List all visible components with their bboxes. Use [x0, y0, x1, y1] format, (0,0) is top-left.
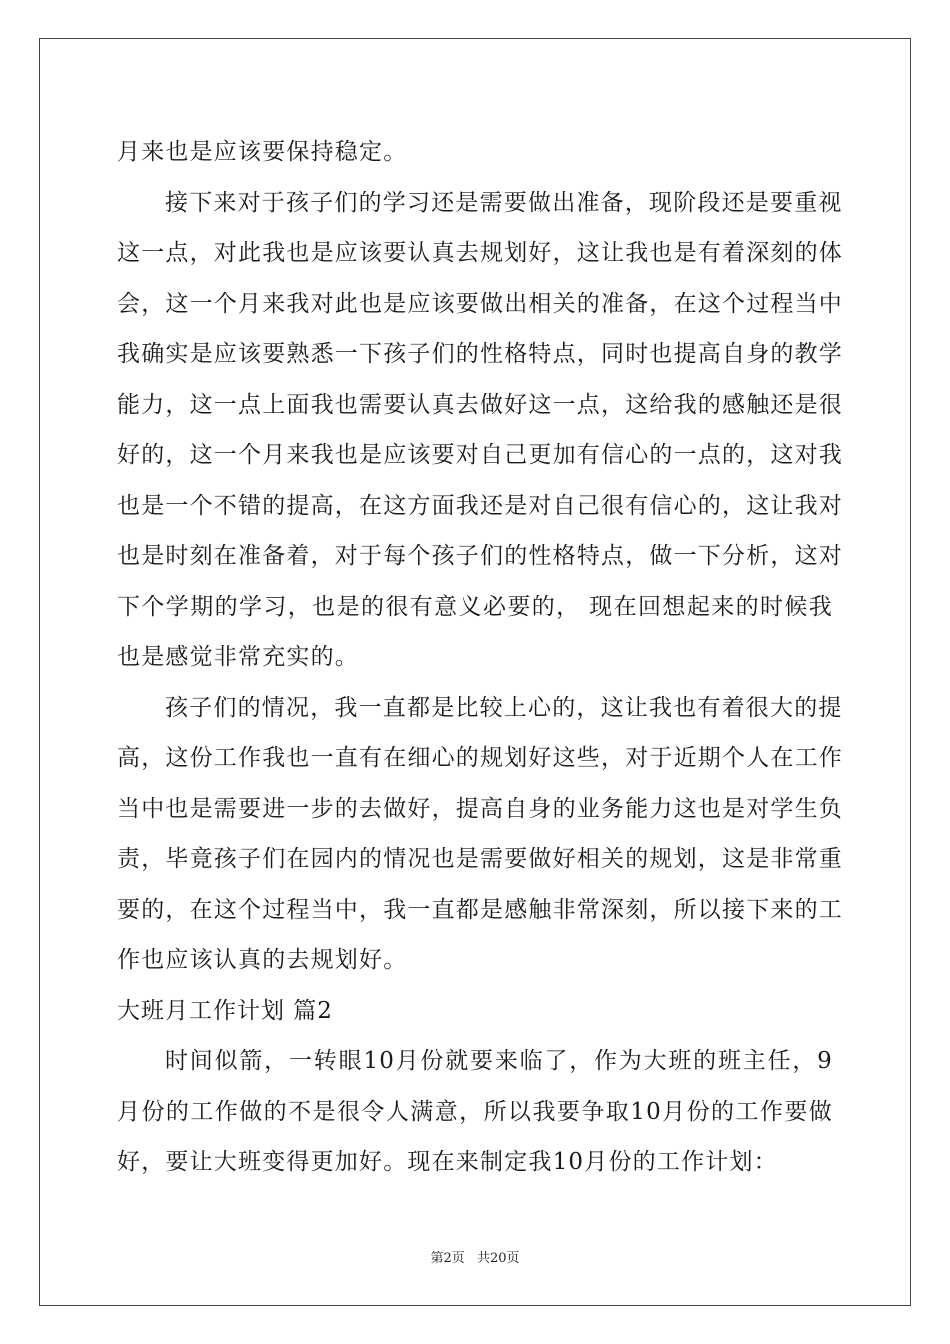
page-number: 第2页: [430, 1251, 465, 1266]
text-line: 当中也是需要进一步的去做好，提高自身的业务能力这也是对学生负: [117, 795, 843, 822]
text-line: 也是一个不错的提高，在这方面我还是对自己很有信心的，这让我对: [117, 492, 843, 519]
page-footer: [0, 1247, 950, 1266]
text-line: 好，要让大班变得更加好。现在来制定我10月份的工作计划：: [117, 1149, 778, 1175]
text-line: 能力，这一点上面我也需要认真去做好这一点，这给我的感触还是很: [117, 391, 843, 418]
text-line: 作也应该认真的去规划好。: [117, 947, 408, 973]
text-line: 时间似箭，一转眼10月份就要来临了，作为大班的班主任，9: [165, 1048, 833, 1074]
text-line: 会，这一个月来我对此也是应该要做出相关的准备，在这个过程当中: [117, 290, 843, 317]
text-line: 我确实是应该要熟悉一下孩子们的性格特点，同时也提高自身的教学: [117, 341, 843, 367]
document-body: [117, 127, 843, 1188]
text-line: 孩子们的情况，我一直都是比较上心的，这让我也有着很大的提: [165, 694, 843, 721]
text-line: 好的，这一个月来我也是应该要对自己更加有信心的一点的，这对我: [117, 442, 843, 468]
text-line: 月份的工作做的不是很令人满意，所以我要争取10月份的工作要做: [117, 1098, 833, 1125]
page-total: 共20页: [476, 1251, 520, 1266]
text-line: 要的，在这个过程当中，我一直都是感触非常深刻，所以接下来的工: [117, 896, 843, 923]
text-line: 高，这份工作我也一直有在细心的规划好这些，对于近期个人在工作: [117, 745, 843, 771]
text-line: 这一点，对此我也是应该要认真去规划好，这让我也是有着深刻的体: [117, 240, 843, 266]
text-line: 接下来对于孩子们的学习还是需要做出准备，现阶段还是要重视: [165, 189, 843, 216]
section-heading: 大班月工作计划 篇2: [117, 997, 333, 1024]
text-line: 也是时刻在准备着，对于每个孩子们的性格特点，做一下分析，这对: [117, 543, 843, 569]
text-line: 月来也是应该要保持稳定。: [117, 139, 408, 165]
text-line: 下个学期的学习，也是的很有意义必要的， 现在回想起来的时候我: [117, 593, 833, 620]
text-line: 责，毕竟孩子们在园内的情况也是需要做好相关的规划，这是非常重: [117, 846, 843, 872]
text-line: 也是感觉非常充实的。: [117, 644, 359, 670]
